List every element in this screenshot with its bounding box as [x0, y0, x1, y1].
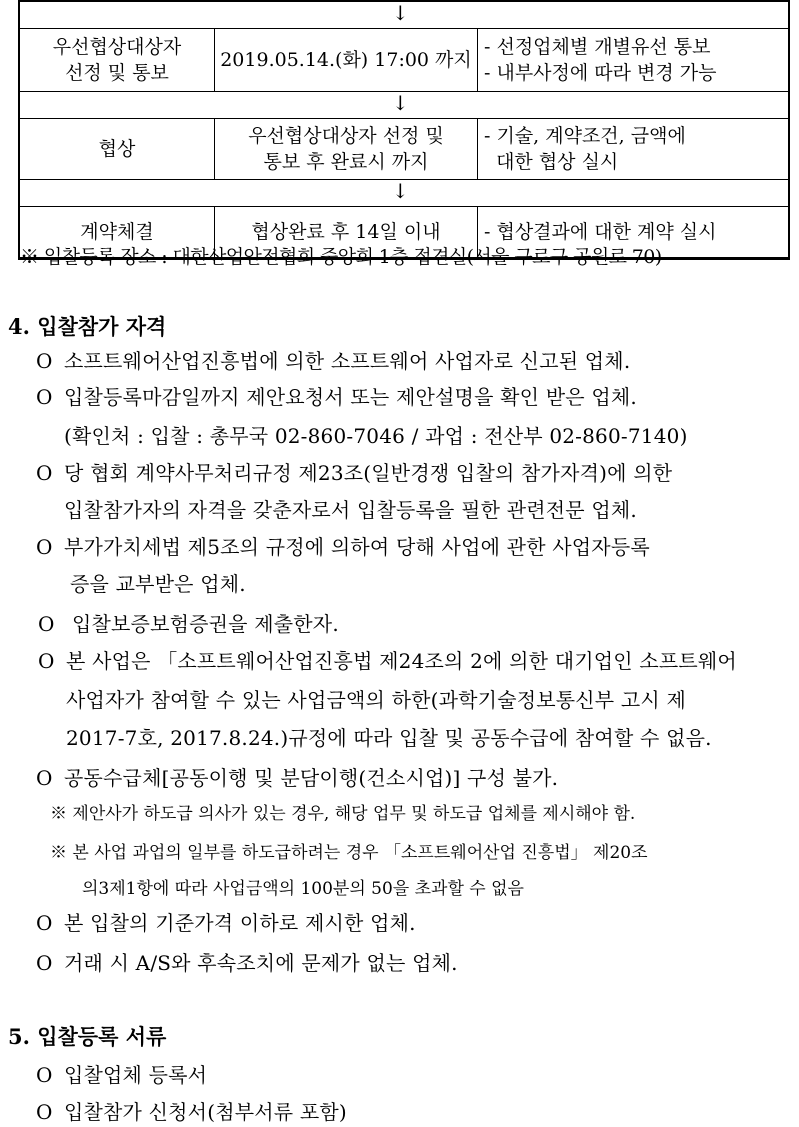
procedure-flow-table: [18, 0, 790, 260]
remark-note: ※ 제안사가 하도급 의사가 있는 경우, 해당 업무 및 하도급 업체를 제시해야 함.: [50, 804, 636, 824]
flow-arrow-row: [18, 0, 790, 29]
list-item: O 거래 시 A/S와 후속조치에 문제가 없는 업체.: [36, 951, 458, 975]
list-item: O 입찰참가 신청서(첨부서류 포함): [36, 1100, 347, 1124]
list-item-continuation: 사업자가 참여할 수 있는 사업금액의 하한(과학기술정보통신부 고시 제: [66, 688, 686, 712]
list-item: O 당 협회 계약사무처리규정 제23조(일반경쟁 입찰의 참가자격)에 의한: [36, 461, 673, 485]
list-item: O 본 사업은 「소프트웨어산업진흥법 제24조의 2에 의한 대기업인 소프트웨어: [38, 649, 737, 673]
list-item: O 입찰등록마감일까지 제안요청서 또는 제안설명을 확인 받은 업체.: [36, 385, 637, 409]
flow-step-row: [18, 29, 790, 91]
flow-when-cell: 협상완료 후 14일 이내: [215, 207, 478, 257]
list-item-continuation: 2017-7호, 2017.8.24.)규정에 따라 입찰 및 공동수급에 참여할 수 없음.: [66, 726, 712, 750]
down-arrow-icon: ↓: [392, 91, 409, 115]
flow-arrow-row: [18, 179, 790, 207]
list-item: O 본 입찰의 기준가격 이하로 제시한 업체.: [36, 911, 416, 935]
flow-stage-cell: 계약체결: [20, 207, 215, 257]
flow-when-cell: 2019.05.14.(화) 17:00 까지: [215, 29, 478, 91]
flow-notes-cell: - 기술, 계약조건, 금액에 대한 협상 실시: [484, 125, 686, 173]
flow-arrow-row: [18, 91, 790, 119]
remark-note-continuation: 의3제1항에 따라 사업금액의 100분의 50을 초과할 수 없음: [82, 879, 524, 899]
flow-when-cell: 우선협상대상자 선정 및 통보 후 완료시 까지: [215, 119, 478, 179]
list-item-continuation: (확인처 : 입찰 : 총무국 02-860-7046 / 과업 : 전산부 02-860-7140): [64, 424, 688, 448]
flow-step-row: [18, 119, 790, 179]
list-item-continuation: 증을 교부받은 업체.: [70, 572, 246, 596]
flow-notes-cell: - 선정업체별 개별유선 통보 - 내부사정에 따라 변경 가능: [484, 36, 717, 84]
section-5-heading: 5. 입찰등록 서류: [8, 1024, 167, 1049]
list-item: O 소프트웨어산업진흥법에 의한 소프트웨어 사업자로 신고된 업체.: [36, 349, 631, 373]
down-arrow-icon: ↓: [392, 1, 409, 25]
section-4-heading: 4. 입찰참가 자격: [8, 314, 167, 339]
list-item-continuation: 입찰참가자의 자격을 갖춘자로서 입찰등록을 필한 관련전문 업체.: [64, 498, 637, 522]
flow-stage-cell: 우선협상대상자 선정 및 통보: [20, 29, 215, 91]
flow-stage-cell: 협상: [20, 119, 215, 179]
list-item: O 입찰보증보험증권을 제출한자.: [38, 612, 339, 636]
registration-place-note: ※ 입찰등록 장소 : 대한산업안전협회 중앙회 1층 접견실(서울 구로구 공원로 70): [20, 246, 662, 268]
remark-note: ※ 본 사업 과업의 일부를 하도급하려는 경우 「소프트웨어산업 진흥법」 제20조: [50, 843, 648, 863]
list-item: O 부가가치세법 제5조의 규정에 의하여 당해 사업에 관한 사업자등록: [36, 535, 650, 559]
list-item: O 공동수급체[공동이행 및 분담이행(건소시업)] 구성 불가.: [36, 766, 559, 790]
list-item: O 입찰업체 등록서: [36, 1063, 208, 1087]
flow-notes-cell: - 협상결과에 대한 계약 실시: [484, 221, 717, 243]
down-arrow-icon: ↓: [392, 179, 409, 203]
